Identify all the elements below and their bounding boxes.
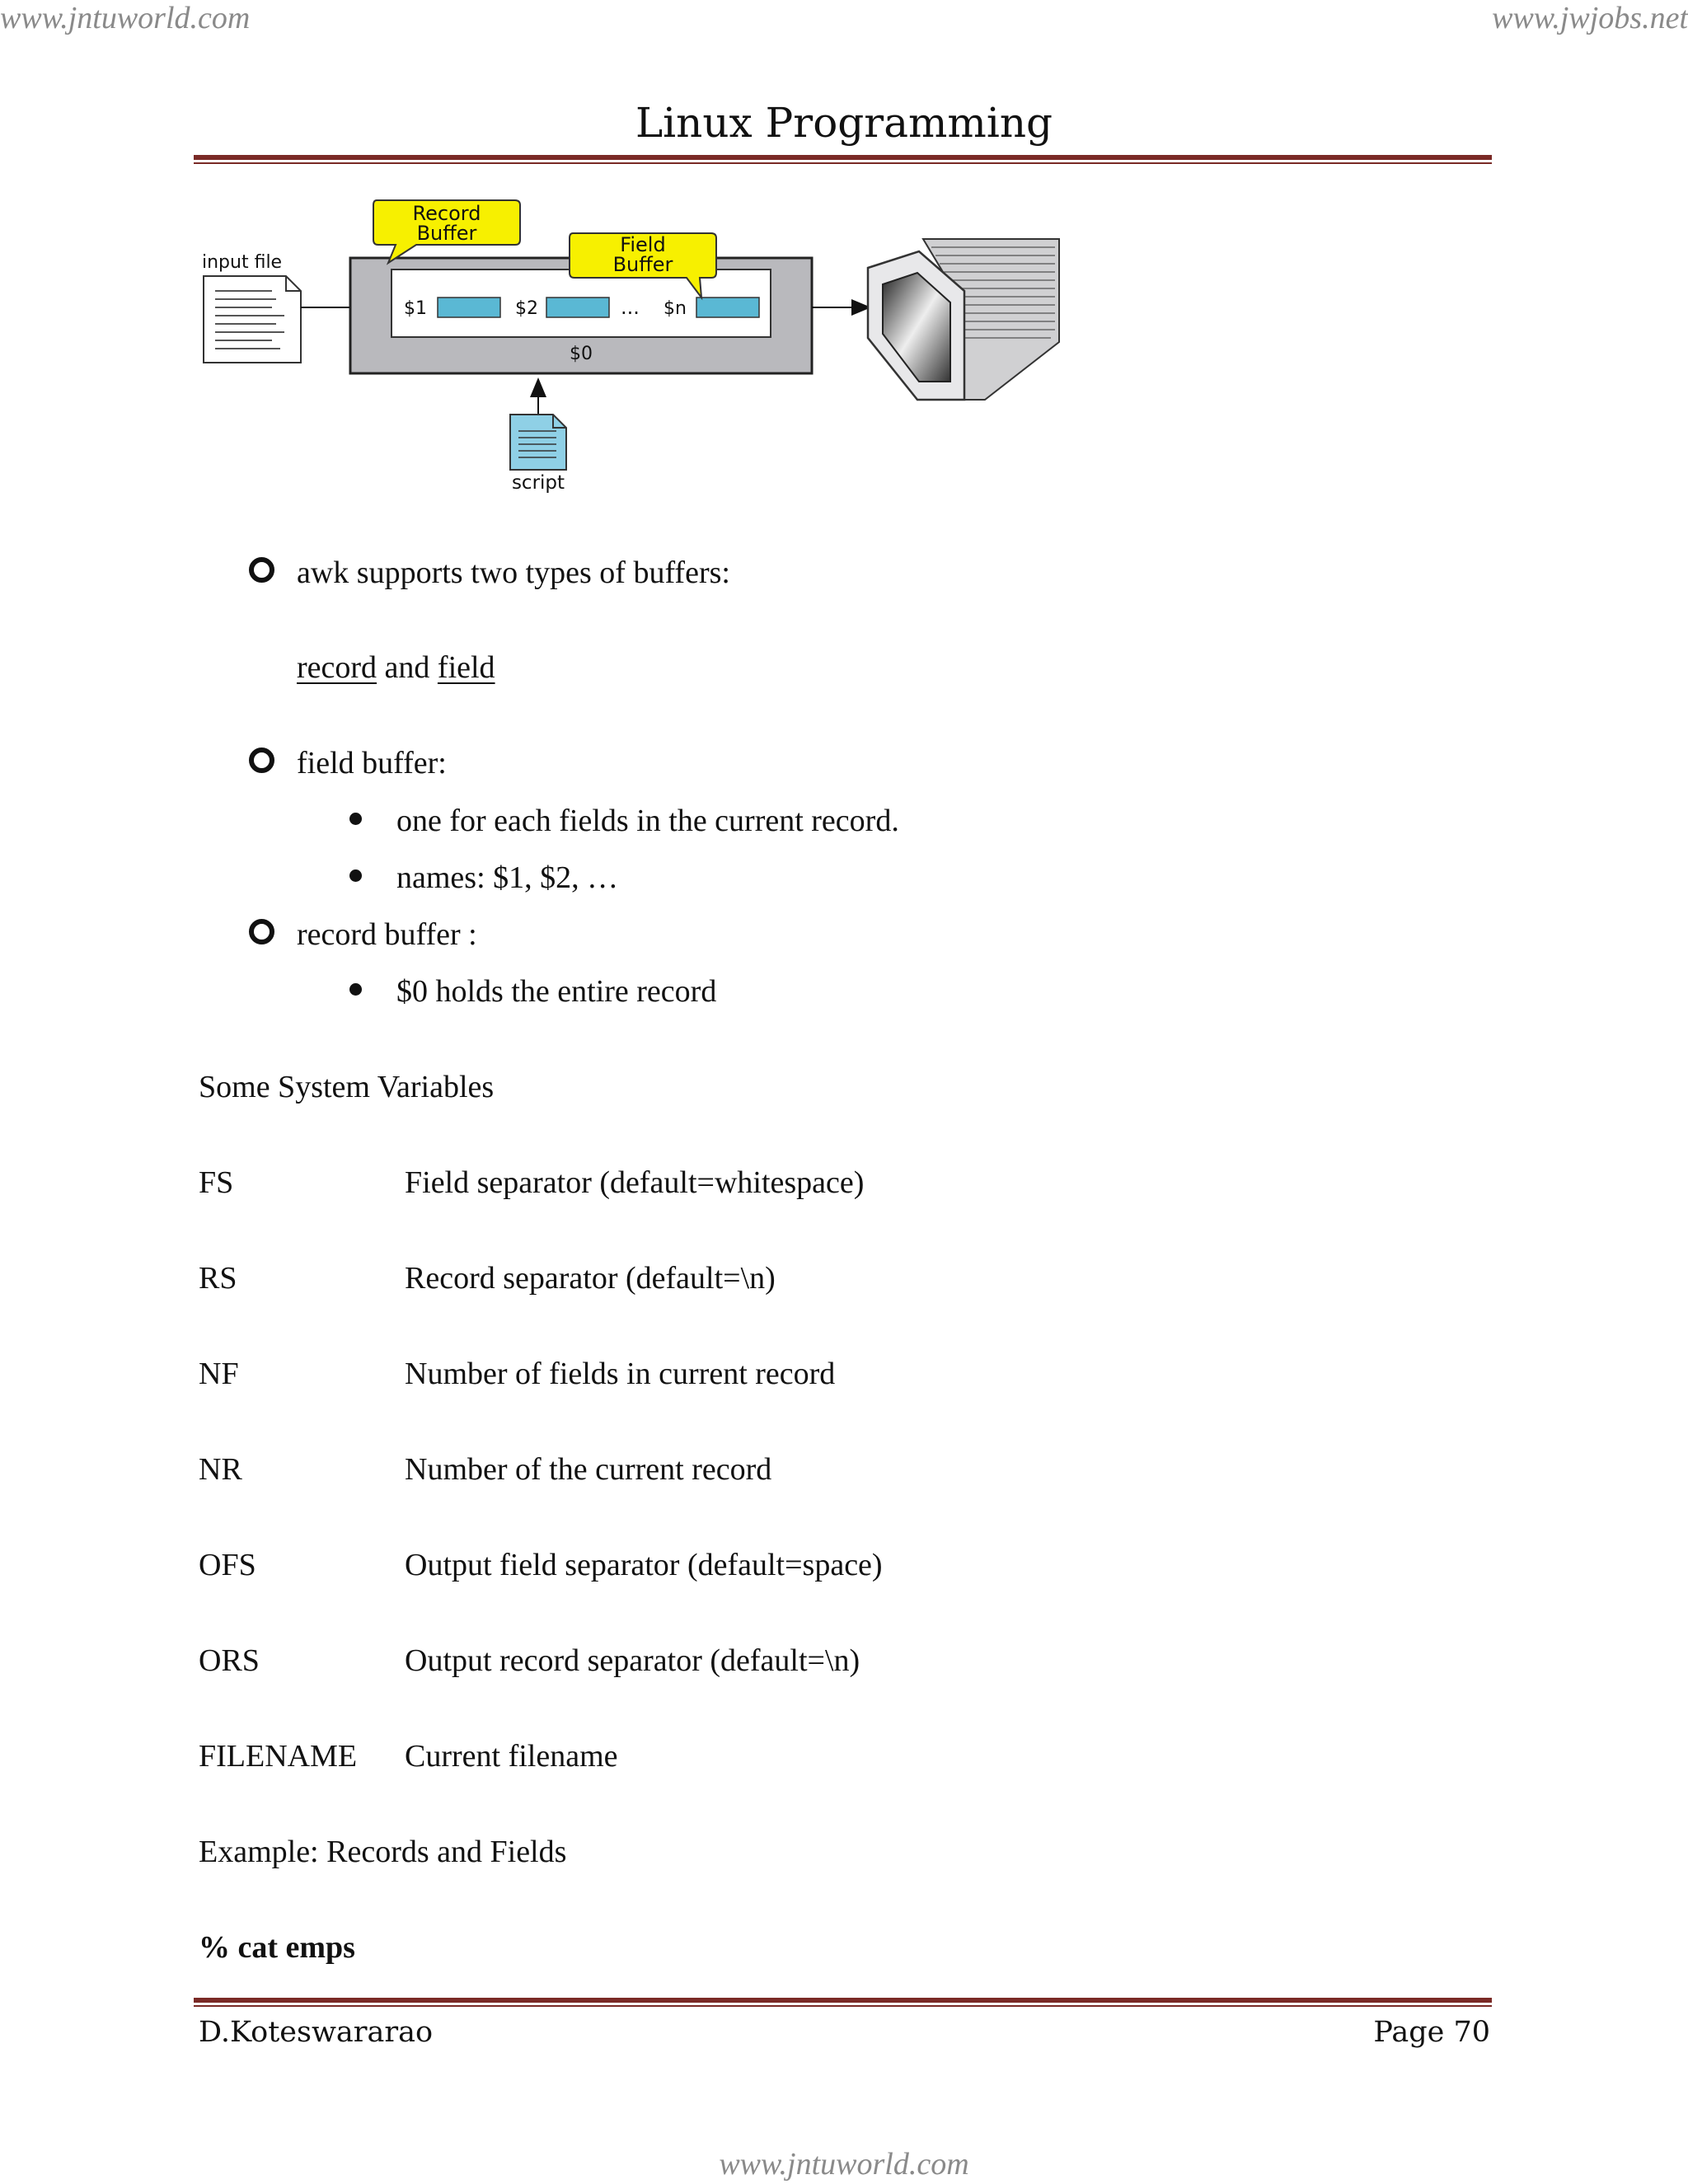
circle-bullet-2 bbox=[249, 748, 274, 773]
footer-author: D.Koteswararao bbox=[199, 2016, 434, 2049]
dot-bullet-3 bbox=[349, 983, 362, 996]
example-heading: Example: Records and Fields bbox=[199, 1835, 567, 1869]
awk-buffer-diagram bbox=[194, 194, 1084, 499]
field-ellipsis: ... bbox=[621, 296, 640, 319]
watermark-top-left: www.jntuworld.com bbox=[0, 1, 251, 35]
script-label: script bbox=[511, 472, 565, 494]
record-buffer-callout bbox=[373, 200, 520, 263]
subbullet-field-each: one for each fields in the current record. bbox=[396, 804, 899, 838]
field-n-cell bbox=[696, 298, 759, 317]
dot-bullet-1 bbox=[349, 813, 362, 825]
record-var-label: $0 bbox=[570, 344, 593, 364]
record-callout-line2: Buffer bbox=[416, 222, 477, 245]
var-desc: Current filename bbox=[405, 1739, 618, 1774]
var-name: FS bbox=[199, 1165, 234, 1200]
page-title: Linux Programming bbox=[635, 99, 1053, 147]
field-callout-line2: Buffer bbox=[612, 253, 673, 276]
var-name: NR bbox=[199, 1452, 242, 1487]
footer-rule bbox=[194, 1998, 1492, 2003]
var-desc: Number of fields in current record bbox=[405, 1357, 836, 1391]
field-1-label: $1 bbox=[404, 298, 427, 319]
watermark-top-right: www.jwjobs.net bbox=[1492, 1, 1688, 35]
var-name: RS bbox=[199, 1261, 237, 1296]
field-1-cell bbox=[438, 298, 500, 317]
bullet-buffers-types: awk supports two types of buffers: bbox=[297, 555, 730, 590]
var-name: NF bbox=[199, 1357, 239, 1391]
var-desc: Output field separator (default=space) bbox=[405, 1548, 883, 1582]
field-2-cell bbox=[546, 298, 609, 317]
subbullet-record-entire: $0 holds the entire record bbox=[396, 974, 717, 1009]
script-file-icon bbox=[510, 415, 566, 470]
header-rule bbox=[194, 155, 1492, 160]
footer-rule-thin bbox=[194, 2005, 1492, 2007]
monitor-icon bbox=[868, 239, 1059, 400]
footer-page-number: Page 70 bbox=[1373, 2016, 1490, 2049]
var-name: OFS bbox=[199, 1548, 256, 1582]
example-command: % cat emps bbox=[199, 1930, 355, 1965]
circle-bullet-3 bbox=[249, 919, 274, 944]
subbullet-field-names: names: $1, $2, … bbox=[396, 860, 619, 895]
input-file-icon bbox=[204, 276, 301, 363]
var-name: ORS bbox=[199, 1643, 260, 1678]
field-n-label: $n bbox=[663, 298, 687, 319]
field-term: field bbox=[437, 650, 495, 685]
circle-bullet-1 bbox=[249, 557, 274, 583]
watermark-bottom: www.jntuworld.com bbox=[719, 2147, 969, 2182]
input-file-label: input file bbox=[202, 252, 283, 273]
header-rule-thin bbox=[194, 162, 1492, 164]
and-text: and bbox=[377, 650, 438, 685]
var-desc: Output record separator (default=\n) bbox=[405, 1643, 860, 1678]
record-and-field-line bbox=[297, 652, 495, 683]
dot-bullet-2 bbox=[349, 869, 362, 882]
field-callout-line1: Field bbox=[620, 233, 666, 256]
var-desc: Number of the current record bbox=[405, 1452, 772, 1487]
var-name: FILENAME bbox=[199, 1739, 358, 1774]
system-vars-heading: Some System Variables bbox=[199, 1070, 495, 1104]
record-callout-line1: Record bbox=[412, 202, 481, 225]
var-desc: Record separator (default=\n) bbox=[405, 1261, 776, 1296]
bullet-field-buffer: field buffer: bbox=[297, 746, 447, 780]
bullet-record-buffer: record buffer : bbox=[297, 917, 477, 952]
record-term: record bbox=[297, 650, 377, 685]
field-2-label: $2 bbox=[515, 298, 538, 319]
var-desc: Field separator (default=whitespace) bbox=[405, 1165, 865, 1200]
